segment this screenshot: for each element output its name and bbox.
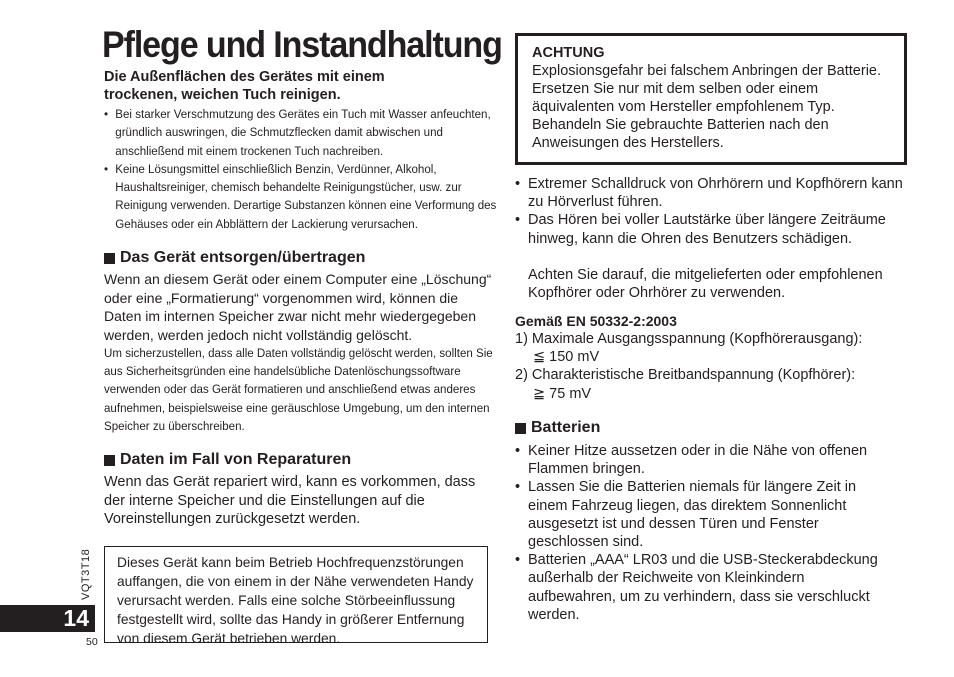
hearing-bullet-list bbox=[515, 175, 910, 248]
section-heading-label: Daten im Fall von Reparaturen bbox=[120, 451, 352, 468]
standard-heading: Gemäß EN 50332-2:2003 bbox=[515, 313, 677, 329]
standard-item-value: ≦ 150 mV bbox=[533, 349, 600, 366]
standard-item bbox=[515, 330, 910, 366]
interference-notice-box bbox=[104, 546, 488, 646]
square-bullet-icon bbox=[104, 455, 115, 466]
standard-values bbox=[515, 330, 910, 403]
section-heading-batteries bbox=[515, 418, 910, 438]
list-item: • Extremer Schalldruck von Ohrhörern und Kopfhörern kann zu Hörverlust führen. bbox=[515, 175, 910, 211]
model-code: VQT3T18 bbox=[80, 548, 92, 600]
section-heading-repair bbox=[104, 450, 496, 470]
notice-text: Dieses Gerät kann beim Betrieb Hochfrequenzstörungen auffangen, die von einem in der Nähe verwendeten Handy verursacht werden. Falls eine solche Störbeeinflussung festgestellt wird, sollte das Handy in größerer Entfernung von diesem Gerät betrieben werden. bbox=[117, 555, 474, 646]
list-item: • Batterien „AAA“ LR03 und die USB-Steckerabdeckung außerhalb der Reichweite von Kleinkindern aufbewahren, um zu verhindern, dass sie verschluckt werden. bbox=[515, 551, 893, 624]
list-item: • Das Hören bei voller Lautstärke über längere Zeiträume hinweg, kann die Ohren des Benutzers schädigen. bbox=[515, 211, 910, 247]
standard-item-label: 2) Charakteristische Breitbandspannung (Kopfhörer): bbox=[515, 367, 856, 384]
battery-bullet-list bbox=[515, 442, 893, 624]
section-heading-label: Das Gerät entsorgen/übertragen bbox=[120, 249, 366, 266]
hearing-continuation: Achten Sie darauf, die mitgelieferten oder empfohlenen Kopfhörer oder Ohrhörer zu verwenden. bbox=[528, 267, 883, 302]
section-heading-disposal bbox=[104, 248, 496, 268]
list-item: • Bei starker Verschmutzung des Gerätes ein Tuch mit Wasser anfeuchten, gründlich auswringen, die Schmutzflecken damit abwischen und anschließend mit einem trockenen Tuch nachreiben. bbox=[104, 105, 501, 160]
standard-item-value: ≧ 75 mV bbox=[533, 385, 592, 402]
disposal-detail-paragraph: Um sicherzustellen, dass alle Daten vollständig gelöscht werden, sollten Sie aus Sicherheitsgründen eine handelsübliche Datenlöschungssoftware verwenden oder das Gerät formatieren und anschließend etwas anderes aufnehmen, beispielsweise eine geräuschlose Umgebung, um den internen Speicher zu überschreiben. bbox=[104, 346, 493, 433]
caution-box bbox=[515, 33, 907, 165]
standard-item bbox=[515, 366, 910, 402]
list-item: • Lassen Sie die Batterien niemals für längere Zeit in einem Fahrzeug liegen, das direktem Sonnenlicht ausgesetzt ist und dessen Türen und Fenster geschlossen sind. bbox=[515, 478, 893, 551]
page-number-tab bbox=[0, 605, 95, 632]
care-intro: Die Außenflächen des Gerätes mit einem trockenen, weichen Tuch reinigen. bbox=[104, 69, 385, 103]
list-item: • Keine Lösungsmittel einschließlich Benzin, Verdünner, Alkohol, Haushaltsreiniger, chemisch behandelte Reinigungstücher, usw. zur Reinigung verwenden. Derartige Substanzen können eine Verformung des Gehäuses oder ein Abblättern der Lackierung verursachen. bbox=[104, 160, 501, 233]
caution-heading: ACHTUNG bbox=[532, 45, 605, 61]
page-title: Pflege und Instandhaltung bbox=[102, 24, 502, 65]
square-bullet-icon bbox=[104, 253, 115, 264]
page-number: 14 bbox=[63, 605, 89, 631]
disposal-paragraph: Wenn an diesem Gerät oder einem Computer eine „Löschung“ oder eine „Formatierung“ vorgenommen wird, können die Daten im internen Speicher zwar nicht mehr wiedergegeben werden, werden jedoch nicht vollständig gelöscht. bbox=[104, 271, 492, 343]
caution-text: Explosionsgefahr bei falschem Anbringen der Batterie. Ersetzen Sie nur mit dem selben oder einem äquivalenten vom Hersteller empfohlenem Typ. Behandeln Sie gebrauchte Batterien nach den Anweisungen des Herstellers. bbox=[532, 63, 882, 151]
square-bullet-icon bbox=[515, 423, 526, 434]
sub-page-number: 50 bbox=[86, 636, 98, 648]
section-heading-label: Batterien bbox=[531, 419, 601, 436]
standard-item-label: 1) Maximale Ausgangsspannung (Kopfhörerausgang): bbox=[515, 331, 863, 347]
care-bullet-list bbox=[104, 105, 496, 233]
repair-paragraph: Wenn das Gerät repariert wird, kann es vorkommen, dass der interne Speicher und die Einstellungen auf die Voreinstellungen zurückgesetzt werden. bbox=[104, 474, 476, 527]
list-item: • Keiner Hitze aussetzen oder in die Nähe von offenen Flammen bringen. bbox=[515, 442, 893, 478]
